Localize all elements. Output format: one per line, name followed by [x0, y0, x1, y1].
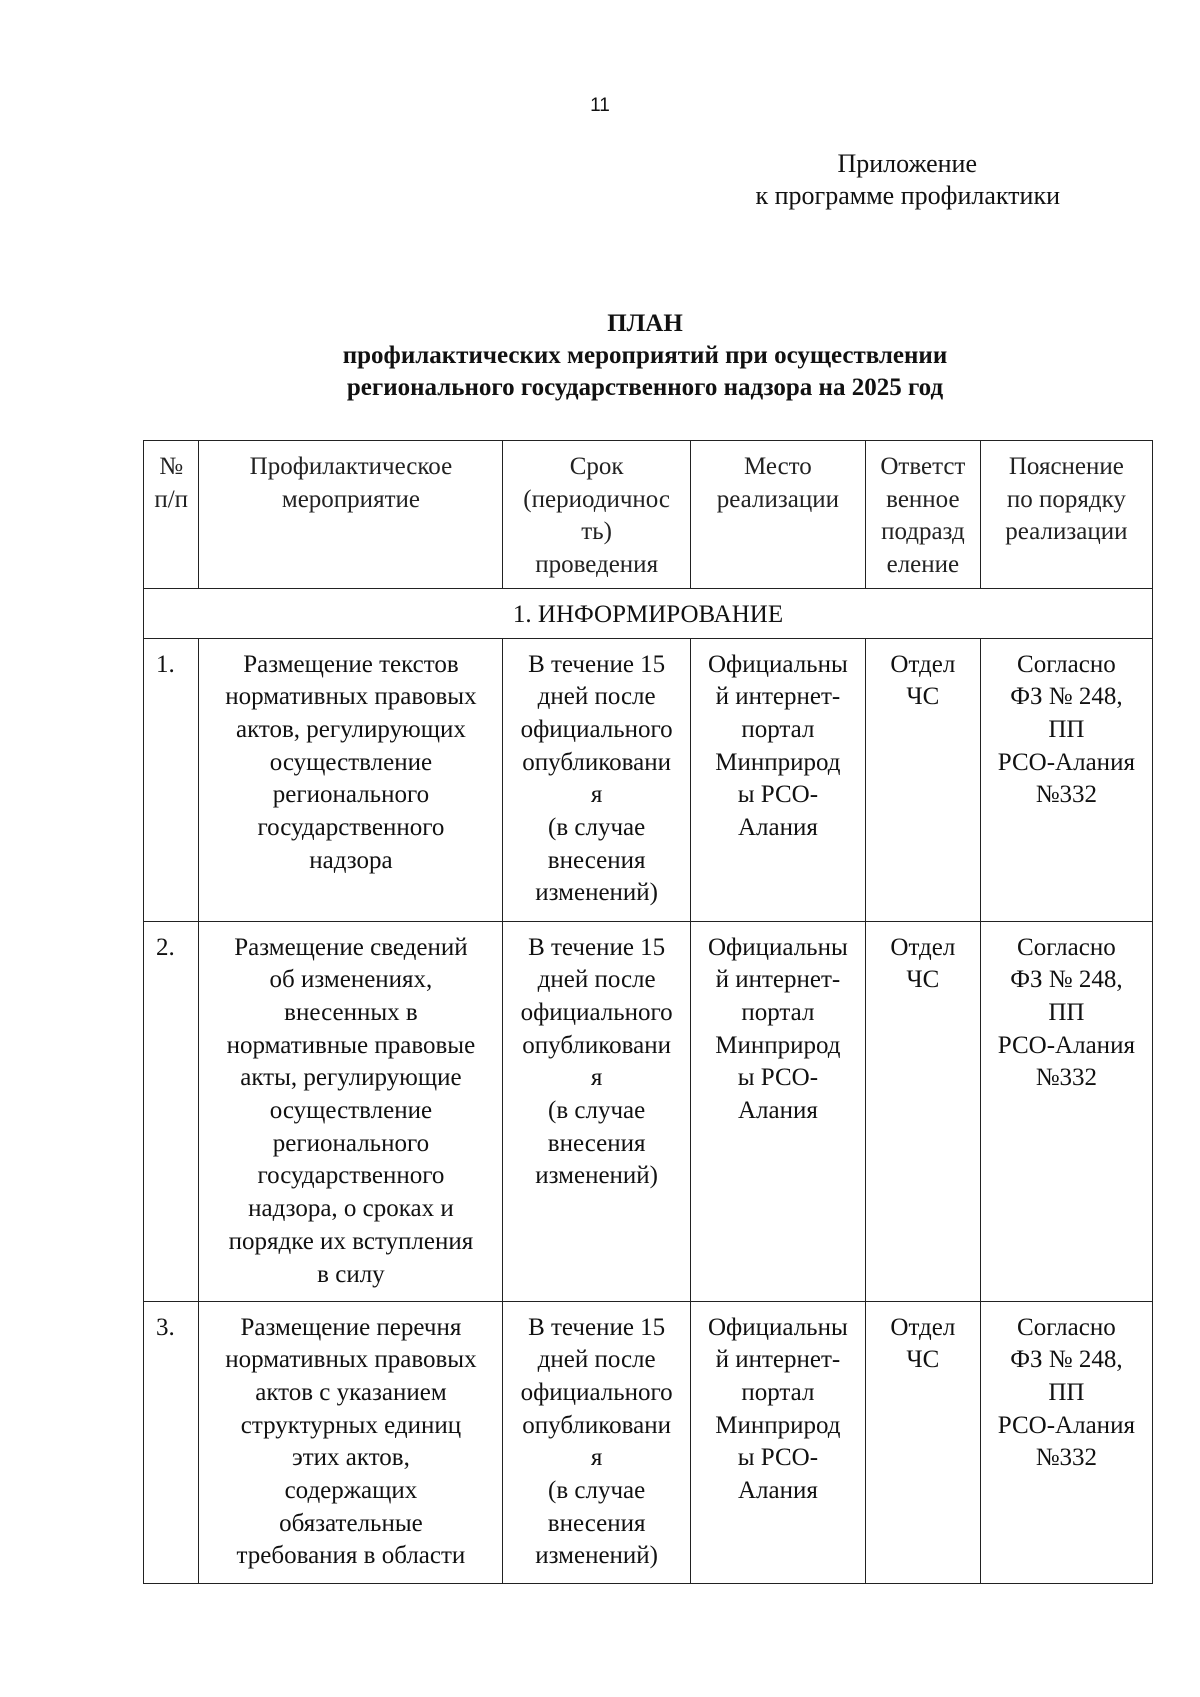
- header-term: Срок (периодичнос ть) проведения: [503, 441, 690, 589]
- table-row: [144, 638, 1153, 921]
- row-note: Согласно ФЗ № 248, ПП РСО-Алания №332: [980, 921, 1152, 1301]
- row-number: 1.: [144, 638, 199, 921]
- header-activity: Профилактическое мероприятие: [199, 441, 503, 589]
- header-place: Место реализации: [690, 441, 865, 589]
- row-number: 3.: [144, 1301, 199, 1583]
- table-row: [144, 1301, 1153, 1583]
- appendix-line-2: к программе профилактики: [755, 181, 1060, 210]
- row-activity: Размещение перечня нормативных правовых актов с указанием структурных единиц этих актов, содержащих обязательные требования в области: [199, 1301, 503, 1583]
- row-department: Отдел ЧС: [865, 638, 980, 921]
- row-term: В течение 15 дней после официального опубликовани я (в случае внесения изменений): [503, 1301, 690, 1583]
- page-number: 11: [590, 95, 610, 116]
- appendix-line-1: Приложение: [837, 149, 977, 178]
- row-note: Согласно ФЗ № 248, ПП РСО-Алания №332: [980, 1301, 1152, 1583]
- row-number: 2.: [144, 921, 199, 1301]
- row-activity: Размещение сведений об изменениях, внесенных в нормативные правовые акты, регулирующие осуществление регионального государственного надзора, о сроках и порядке их вступления в силу: [199, 921, 503, 1301]
- plan-subtitle-line-2: регионального государственного надзора на 2025 год: [346, 374, 944, 401]
- section-title: 1. ИНФОРМИРОВАНИЕ: [144, 588, 1153, 638]
- plan-heading: [0, 308, 1200, 404]
- row-place: Официальны й интернет- портал Минприрод ы РСО- Алания: [690, 921, 865, 1301]
- row-department: Отдел ЧС: [865, 921, 980, 1301]
- row-note: Согласно ФЗ № 248, ПП РСО-Алания №332: [980, 638, 1152, 921]
- row-term: В течение 15 дней после официального опубликовани я (в случае внесения изменений): [503, 638, 690, 921]
- header-department: Ответст венное подразд еление: [865, 441, 980, 589]
- plan-subtitle-line-1: профилактических мероприятий при осуществлении: [342, 342, 948, 369]
- table-row: [144, 921, 1153, 1301]
- row-department: Отдел ЧС: [865, 1301, 980, 1583]
- plan-title: ПЛАН: [607, 310, 683, 337]
- row-activity: Размещение текстов нормативных правовых актов, регулирующих осуществление регионального государственного надзора: [199, 638, 503, 921]
- plan-table: [143, 440, 1153, 1584]
- row-term: В течение 15 дней после официального опубликовани я (в случае внесения изменений): [503, 921, 690, 1301]
- header-note: Пояснение по порядку реализации: [980, 441, 1152, 589]
- appendix-note: [756, 148, 1061, 212]
- row-place: Официальны й интернет- портал Минприрод ы РСО- Алания: [690, 638, 865, 921]
- table-header-row: [144, 441, 1153, 589]
- row-place: Официальны й интернет- портал Минприрод ы РСО- Алания: [690, 1301, 865, 1583]
- header-number: № п/п: [144, 441, 199, 589]
- section-row: [144, 588, 1153, 638]
